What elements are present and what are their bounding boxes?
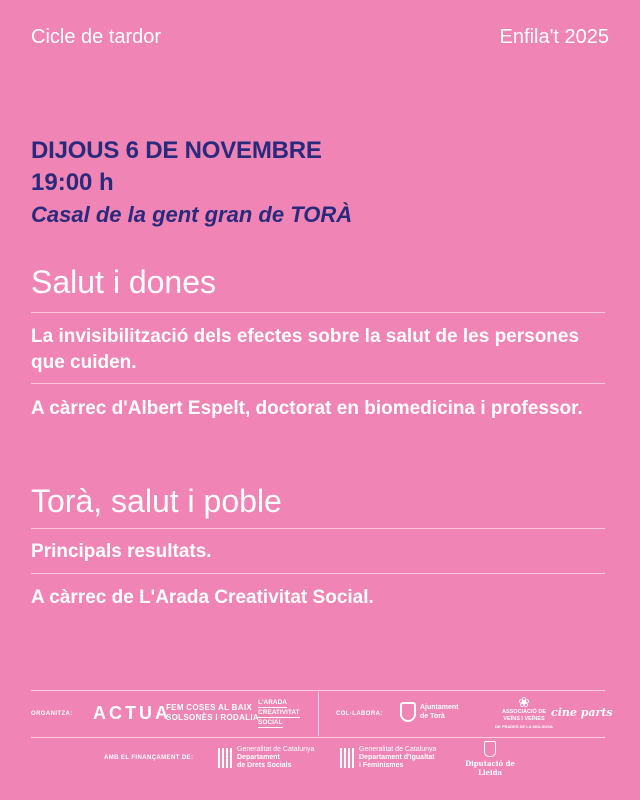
gen2-line-3: i Feminismes (359, 762, 404, 769)
section-title-tora-salut-poble: Torà, salut i poble (31, 483, 282, 519)
gen2-line-2: Departament d'Igualtat (359, 754, 435, 761)
gen1-line-2: Departament (237, 754, 280, 761)
diputacio-lleida-logo (455, 741, 525, 777)
crest-icon (484, 741, 496, 757)
fem-line-1: FEM COSES AL BAIX (166, 703, 252, 712)
flower-icon: ❀ (518, 694, 530, 710)
section1-description: La invisibilització dels efectes sobre la salut de les persones que cuiden. (31, 326, 580, 373)
section-title-salut-dones: Salut i dones (31, 264, 217, 300)
divider (31, 312, 605, 313)
gen1-line-1: Generalitat de Catalunya (237, 746, 315, 753)
generalitat-igualtat-logo (340, 746, 436, 770)
arada-line-2: CREATIVITAT (258, 709, 300, 716)
generalitat-drets-socials-logo (218, 746, 314, 770)
section2-description: Principals resultats. (31, 541, 212, 562)
shield-icon (400, 702, 416, 722)
footer-vertical-separator (318, 692, 319, 736)
ajuntament-line-1: Ajuntament (420, 704, 459, 711)
event-time: 19:00 h (31, 169, 114, 196)
event-info (31, 135, 352, 231)
assoc-line-3: DE PRADES DE LA MOLSOSA (495, 724, 553, 729)
divider (31, 528, 605, 529)
edition-title: Enfila't 2025 (499, 26, 609, 48)
footer-divider-top (31, 690, 605, 691)
senyera-icon (218, 748, 232, 768)
section1-speaker: A càrrec d'Albert Espelt, doctorat en biomedicina i professor. (31, 398, 583, 419)
divider (31, 573, 605, 574)
collabora-label: COL·LABORA: (336, 711, 383, 717)
diputacio-label: Diputació de Lleida (465, 759, 515, 777)
assoc-line-1: ASSOCIACIÓ DE (501, 709, 546, 715)
senyera-icon (340, 748, 354, 768)
fem-line-2: SOLSONÈS I RODALIA (166, 713, 259, 722)
arada-line-3: SOCIAL (258, 719, 283, 726)
gen2-line-1: Generalitat de Catalunya (359, 746, 437, 753)
arada-logo (258, 698, 300, 728)
event-date: DIJOUS 6 DE NOVEMBRE (31, 137, 322, 164)
cine-parts-logo: cine parts (551, 706, 613, 719)
ajuntament-tora-logo (400, 702, 459, 722)
actua-logo: ACTUA (93, 703, 171, 723)
fem-coses-logo (166, 703, 259, 723)
gen1-line-3: de Drets Socials (237, 762, 292, 769)
organitza-label: ORGANITZA: (31, 711, 73, 717)
assoc-line-2: VEÏNS I VEÏNES (503, 716, 545, 722)
series-title: Cicle de tardor (31, 26, 162, 48)
arada-line-1: L'ARADA (258, 699, 287, 706)
associacio-logo (494, 695, 554, 730)
event-place: Casal de la gent gran de TORÀ (31, 202, 353, 227)
ajuntament-line-2: de Torà (420, 713, 445, 720)
section2-speaker: A càrrec de L'Arada Creativitat Social. (31, 587, 374, 608)
footer-divider-mid (31, 737, 605, 738)
divider (31, 383, 605, 384)
financament-label: AMB EL FINANÇAMENT DE: (104, 755, 194, 761)
